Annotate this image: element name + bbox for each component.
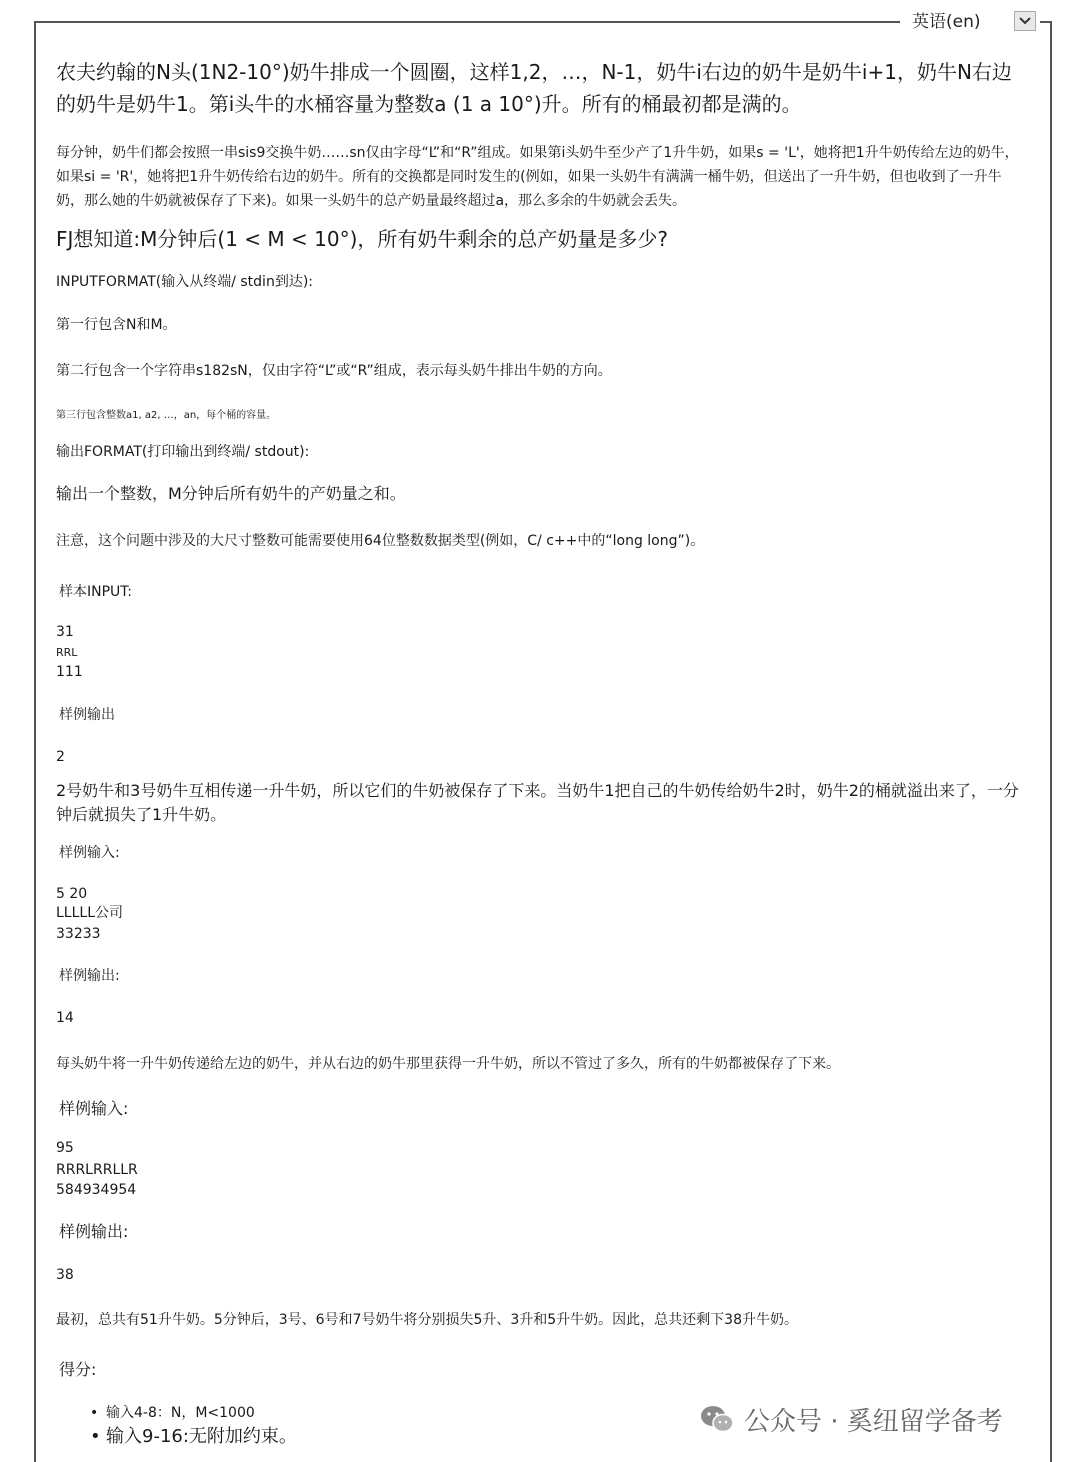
scoring-label: 得分: [59, 1360, 97, 1379]
frame-left-border [34, 21, 36, 1462]
input-line-2: 第二行包含一个字符串s182sN，仅由字符“L”或“R”组成，表示每头奶牛排出牛奶的方向。 [56, 363, 612, 379]
sample-3-input-line: 584934954 [56, 1182, 137, 1198]
sample-1-output-label: 样例输出 [59, 707, 115, 723]
sample-1-input-line: RRL [56, 646, 78, 659]
language-select-value: 英语(en) [912, 12, 981, 32]
sample-2-input-line: LLLLL公司 [56, 905, 123, 921]
sample-2-explanation: 每头奶牛将一升牛奶传递给左边的奶牛，并从右边的奶牛那里获得一升牛奶，所以不管过了多久，所有的牛奶都被保存了下来。 [56, 1056, 840, 1072]
scoring-list [90, 1402, 297, 1450]
sample-1-input-line: 111 [56, 664, 83, 680]
sample-1-output: 2 [56, 749, 65, 765]
sample-2-input-line: 33233 [56, 926, 101, 942]
problem-question: FJ想知道:M分钟后(1 < M < 10°)，所有奶牛剩余的总产奶量是多少? [56, 227, 668, 251]
problem-intro: 农夫约翰的N头(1N2-10°)奶牛排成一个圆圈，这样1,2，…，N-1，奶牛i右边的奶牛是奶牛i+1，奶牛N右边的奶牛是奶牛1。第i头牛的水桶容量为整数a (1 a 10°)升。所有的桶最初都是满的。 [56, 60, 1012, 116]
sample-2-output-label: 样例输出: [59, 968, 120, 984]
watermark-text: 公众号 · 奚纽留学备考 [744, 1406, 1003, 1437]
problem-note: 注意，这个问题中涉及的大尺寸整数可能需要使用64位整数数据类型(例如，C/ c++中的“long long”)。 [56, 533, 705, 549]
sample-3-explanation: 最初，总共有51升牛奶。5分钟后，3号、6号和7号奶牛将分别损失5升、3升和5升牛奶。因此，总共还剩下38升牛奶。 [56, 1312, 798, 1328]
output-format-header: 输出FORMAT(打印输出到终端/ stdout): [56, 444, 310, 460]
sample-2-input-label: 样例输入: [59, 845, 120, 861]
sample-3-output: 38 [56, 1267, 74, 1283]
frame-right-border [1050, 21, 1052, 1462]
input-format-header: INPUTFORMAT(输入从终端/ stdin到达): [56, 274, 314, 290]
input-line-1: 第一行包含N和M。 [56, 317, 177, 333]
sample-3-input-line: RRRLRRLLR [56, 1162, 138, 1178]
output-description: 输出一个整数，M分钟后所有奶牛的产奶量之和。 [56, 484, 406, 503]
wechat-icon [700, 1404, 734, 1434]
watermark [700, 1402, 1003, 1436]
sample-3-output-label: 样例输出: [59, 1222, 129, 1241]
sample-3-input-label: 样例输入: [59, 1099, 129, 1118]
sample-1-input-line: 31 [56, 624, 74, 640]
problem-rules: 每分钟，奶牛们都会按照一串sis9交换牛奶……sn仅由字母“L”和“R”组成。如果第i头奶牛至少产了1升牛奶，如果s = 'L'，她将把1升牛奶传给左边的奶牛，如果si = 'R'，她将把1升牛奶传给右边的奶牛。所有的交换都是同时发生的(例如，如果一头奶牛有满满一桶牛奶，但送出了一升牛奶，但也收到了一升牛奶，那么她的牛奶就被保存了下来)。如果一头奶牛的总产奶量最终超过a，那么多余的牛奶就会丢失。 [56, 145, 1019, 209]
language-select[interactable] [906, 9, 1038, 35]
sample-2-output: 14 [56, 1010, 74, 1026]
sample-2-input-line: 5 20 [56, 886, 88, 902]
scoring-item: • 输入4-8：N，M<1000 [90, 1402, 297, 1424]
scoring-item: • 输入9-16:无附加约束。 [90, 1424, 297, 1450]
sample-3-input-line: 95 [56, 1140, 74, 1156]
input-line-3: 第三行包含整数a1, a2, …，an，每个桶的容量。 [56, 410, 277, 421]
chevron-down-icon[interactable] [1014, 11, 1036, 31]
frame-top-border [34, 21, 900, 23]
sample-1-input-label: 样本INPUT: [59, 584, 133, 600]
sample-1-explanation: 2号奶牛和3号奶牛互相传递一升牛奶，所以它们的牛奶被保存了下来。当奶牛1把自己的牛奶传给奶牛2时，奶牛2的桶就溢出来了，一分钟后就损失了1升牛奶。 [56, 781, 1019, 824]
